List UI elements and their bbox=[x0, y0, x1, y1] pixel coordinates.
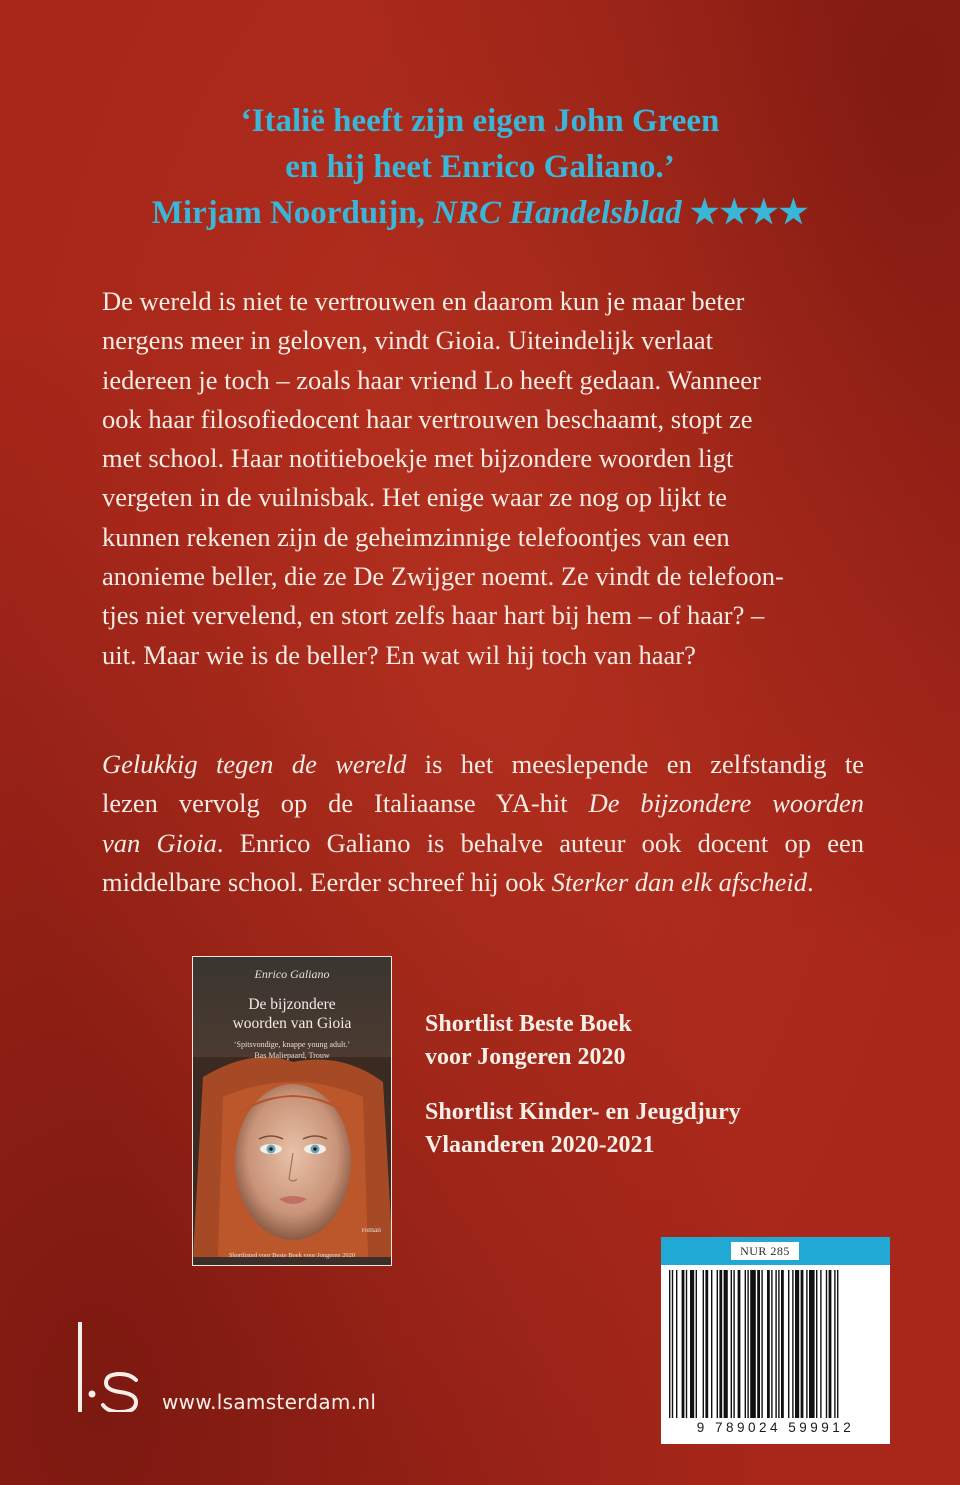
barcode-bar bbox=[672, 1270, 673, 1418]
cover-title-line: De bijzondere bbox=[248, 996, 336, 1013]
barcode-bar bbox=[757, 1270, 760, 1418]
barcode-bars bbox=[669, 1270, 882, 1418]
award-line: Shortlist Kinder- en Jeugdjury bbox=[425, 1099, 741, 1125]
barcode-bar bbox=[771, 1270, 772, 1418]
book-title-ref: Sterker dan elk afscheid bbox=[551, 866, 807, 897]
quote-line-1: ‘Italië heeft zijn eigen John Green bbox=[240, 103, 720, 139]
barcode-bar bbox=[792, 1270, 793, 1418]
barcode-bar bbox=[731, 1270, 732, 1418]
quote-author: Mirjam Noorduijn, bbox=[151, 195, 434, 231]
about-text: . bbox=[806, 866, 814, 897]
barcode-bar bbox=[724, 1270, 728, 1418]
review-quote bbox=[0, 98, 960, 236]
barcode-bar bbox=[806, 1270, 807, 1418]
award-line: Vlaanderen 2020-2021 bbox=[425, 1132, 655, 1158]
cover-title bbox=[193, 995, 391, 1033]
barcode-bar bbox=[733, 1270, 734, 1418]
about-text: is het meeslepende en zelfstandig te bbox=[406, 749, 864, 779]
nur-bar bbox=[661, 1237, 890, 1265]
quote-source: NRC Handelsblad bbox=[433, 195, 682, 231]
about-paragraph bbox=[102, 745, 864, 902]
award-1 bbox=[425, 1008, 845, 1074]
barcode-bar bbox=[809, 1270, 815, 1418]
previous-book-cover bbox=[192, 956, 392, 1266]
cover-title-line: woorden van Gioia bbox=[232, 1015, 352, 1032]
about-line bbox=[102, 745, 864, 784]
barcode-bar bbox=[826, 1270, 827, 1418]
blurb-line: nergens meer in geloven, vindt Gioia. Uiteindelijk verlaat bbox=[102, 325, 714, 356]
award-line: voor Jongeren 2020 bbox=[425, 1044, 626, 1070]
blurb-line: De wereld is niet te vertrouwen en daarom kun je maar beter bbox=[102, 286, 745, 316]
about-text: middelbare school. bbox=[102, 866, 304, 897]
barcode-bar bbox=[738, 1270, 741, 1418]
barcode-bar bbox=[767, 1270, 770, 1418]
barcode-bar bbox=[781, 1270, 784, 1418]
about-text: Eerder schreef hij ook bbox=[310, 866, 552, 897]
barcode-block bbox=[661, 1237, 890, 1444]
barcode-bar bbox=[750, 1270, 756, 1418]
nur-code: NUR 285 bbox=[731, 1242, 799, 1260]
barcode-bar bbox=[705, 1270, 708, 1418]
book-title-ref: Gelukkig tegen de wereld bbox=[102, 749, 407, 779]
ls-logo-icon bbox=[78, 1322, 148, 1412]
barcode-bar bbox=[816, 1270, 817, 1418]
blurb-line: tjes niet vervelend, en stort zelfs haar hart bij hem – of haar? – bbox=[102, 600, 765, 631]
barcode-bar bbox=[788, 1270, 789, 1418]
isbn-number: 9 789024 599912 bbox=[696, 1420, 855, 1435]
cover-author: Enrico Galiano bbox=[254, 967, 330, 981]
quote-line-2: en hij heet Enrico Galiano.’ bbox=[285, 149, 675, 185]
barcode-bar bbox=[761, 1270, 762, 1418]
book-title-ref: De bijzondere woorden bbox=[588, 788, 864, 819]
book-title-ref: van Gioia bbox=[102, 827, 217, 858]
barcode-bar bbox=[719, 1270, 722, 1418]
quote-attribution bbox=[0, 190, 960, 236]
barcode-bar bbox=[837, 1270, 838, 1418]
cover-quote bbox=[193, 1039, 391, 1061]
barcode-bar bbox=[747, 1270, 748, 1418]
barcode-bar bbox=[682, 1270, 685, 1418]
cover-genre: roman bbox=[361, 1225, 381, 1234]
about-line bbox=[102, 863, 864, 902]
barcode-bar bbox=[696, 1270, 697, 1418]
blurb-line: iedereen je toch – zoals haar vriend Lo heeft gedaan. Wanneer bbox=[102, 364, 761, 395]
barcode-bar bbox=[829, 1270, 832, 1418]
barcode-bar bbox=[717, 1270, 718, 1418]
barcode-bar bbox=[775, 1270, 776, 1418]
about-line bbox=[102, 824, 864, 863]
about-text: lezen vervolg op de Italiaanse YA-hit bbox=[102, 788, 589, 819]
about-text: . Enrico Galiano is behalve auteur ook docent op een bbox=[216, 827, 865, 858]
cover-quote-line: ‘Spitsvondige, knappe young adult.’ bbox=[233, 1040, 351, 1049]
blurb-line: uit. Maar wie is de beller? En wat wil hij toch van haar? bbox=[102, 639, 696, 670]
cover-quote-line: Bas Maliepaard, Trouw bbox=[254, 1051, 330, 1060]
about-line bbox=[102, 784, 864, 823]
barcode-bar bbox=[703, 1270, 704, 1418]
barcode-bar bbox=[820, 1270, 821, 1418]
blurb-line: anonieme beller, die ze De Zwijger noemt. Ze vindt de telefoon- bbox=[102, 561, 784, 592]
blurb-line: vergeten in de vuilnisbak. Het enige waar ze nog op lijkt te bbox=[102, 482, 728, 513]
cover-footer: Shortlisted voor Beste Boek voor Jongeren 2020 bbox=[228, 1252, 356, 1259]
barcode-bar bbox=[801, 1270, 804, 1418]
blurb-line: met school. Haar notitieboekje met bijzondere woorden ligt bbox=[102, 443, 734, 474]
rating-stars: ★★★★ bbox=[689, 195, 809, 231]
barcode-bar bbox=[778, 1270, 779, 1418]
barcode-bar bbox=[676, 1270, 677, 1418]
blurb-line: kunnen rekenen zijn de geheimzinnige telefoontjes van een bbox=[102, 521, 730, 552]
barcode-bar bbox=[669, 1270, 670, 1418]
barcode-bar bbox=[690, 1270, 694, 1418]
publisher-url: www.lsamsterdam.nl bbox=[162, 1390, 377, 1414]
award-2 bbox=[425, 1096, 845, 1162]
barcode-bar bbox=[834, 1270, 835, 1418]
barcode-bar bbox=[745, 1270, 746, 1418]
blurb bbox=[102, 282, 864, 675]
barcode-bar bbox=[795, 1270, 799, 1418]
award-line: Shortlist Beste Boek bbox=[425, 1011, 632, 1037]
blurb-line: ook haar filosofiedocent haar vertrouwen beschaamt, stopt ze bbox=[102, 403, 753, 434]
barcode-bar bbox=[686, 1270, 687, 1418]
barcode-bar bbox=[711, 1270, 712, 1418]
